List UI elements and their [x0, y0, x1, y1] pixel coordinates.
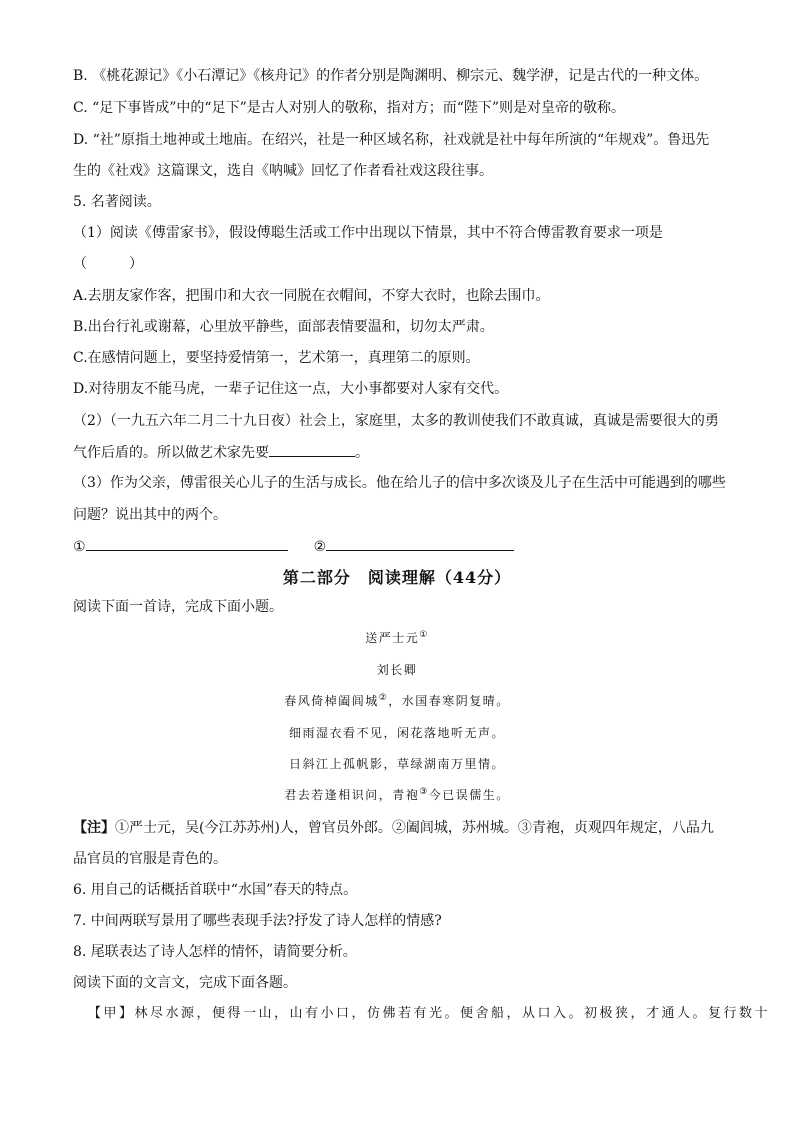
q4-option-c: C. “足下事皆成”中的“足下”是古人对别人的敬称，指对方；而“陛下”则是对皇帝的敬称。 [73, 100, 626, 116]
answer-blank-1[interactable] [86, 536, 288, 551]
poem-line-1 [0, 692, 794, 709]
answer-label-1: ① [73, 539, 86, 555]
question-8: 8. 尾联表达了诗人怎样的情怀，请简要分析。 [73, 944, 357, 960]
poem-author: 刘长卿 [376, 663, 418, 677]
q5-option-b: B.出台行礼或谢幕，心里放平静些，面部表情要温和，切勿太严肃。 [73, 319, 494, 335]
answer-label-2: ② [313, 539, 327, 555]
poem-line-3: 日斜江上孤帆影，草绿湖南万里情。 [288, 757, 505, 771]
q4-option-d-line1: D. “社”原指土地神或土地庙。在绍兴，社是一种区域名称，社戏就是社中每年所演的“年规戏”。鲁迅先 [73, 132, 710, 148]
classical-intro: 阅读下面的文言文，完成下面各题。 [73, 975, 297, 991]
question-7: 7. 中间两联写景用了哪些表现手法?抒发了诗人怎样的情感? [73, 913, 442, 929]
poem-line-1-a: 春风倚棹阖闾城 [284, 694, 379, 708]
q5-part2-period: 。 [355, 445, 369, 461]
q5-part1-stem: （1）阅读《傅雷家书》，假设傅聪生活或工作中出现以下情景，其中不符合傅雷教育要求一项是 [73, 225, 663, 241]
notes-label: 【注】 [73, 820, 115, 836]
poem-line-4-a: 君去若逢相识问，青袍 [284, 788, 420, 802]
notes-text-1: ①严士元，吴(今江苏苏州)人，曾官员外郎。②阖闾城，苏州城。③青袍，贞观四年规定，八品九 [115, 820, 714, 836]
poem-title [0, 629, 794, 646]
q5-part3-answers [73, 536, 514, 557]
notes-line-2: 品官员的官服是青色的。 [73, 851, 227, 867]
classical-passage-jia: 【甲】林尽水源，便得一山，山有小口，仿佛若有光。便舍船，从口入。初极狭，才通人。复行数十 [88, 1006, 771, 1021]
q4-option-b: B. 《桃花源记》《小石潭记》《核舟记》的作者分别是陶渊明、柳宗元、魏学洢，记是古代的一种文体。 [73, 68, 709, 84]
poem-line-4-note: ③ [419, 787, 429, 797]
poem-intro: 阅读下面一首诗，完成下面小题。 [73, 599, 283, 615]
q5-part2-answer-blank[interactable] [269, 442, 355, 457]
q5-title: 5. 名著阅读。 [73, 194, 161, 210]
poem-title-text: 送严士元 [365, 631, 420, 645]
q5-part3-line1: （3）作为父亲，傅雷很关心儿子的生活与成长。他在给儿子的信中多次谈及儿子在生活中可能遇到的哪些 [73, 475, 726, 491]
part2-heading: 第二部分 阅读理解（44分） [282, 568, 512, 587]
q5-part2-line1: （2）（一九五六年二月二十九日夜）社会上，家庭里，太多的教训使我们不敢真诚，真诚是需要很大的勇 [73, 413, 719, 429]
q5-option-a: A.去朋友家作客，把围巾和大衣一同脱在衣帽间，不穿大衣时，也除去围巾。 [73, 288, 550, 304]
q5-part2-line2 [73, 442, 369, 463]
poem-title-note: ① [419, 630, 429, 640]
q5-part3-line2: 问题？说出其中的两个。 [73, 507, 227, 523]
q5-part1-answer-paren: （ ） [73, 256, 143, 272]
poem-line-4 [0, 786, 794, 803]
q5-option-c: C.在感情问题上，要坚持爱情第一，艺术第一，真理第二的原则。 [73, 350, 480, 366]
poem-line-1-note: ② [378, 693, 389, 703]
notes-line-1 [73, 818, 714, 838]
q5-option-d: D.对待朋友不能马虎，一辈子记住这一点，大小事都要对人家有交代。 [73, 381, 509, 397]
q4-option-d-line2: 生的《社戏》这篇课文，选自《呐喊》回忆了作者看社戏这段往事。 [73, 163, 493, 179]
question-6: 6. 用自己的话概括首联中“水国”春天的特点。 [73, 882, 358, 898]
poem-line-2: 细雨湿衣看不见，闲花落地听无声。 [288, 726, 505, 740]
poem-line-1-b: ，水国春寒阴复晴。 [388, 694, 510, 708]
poem-line-4-b: 今已误儒生。 [428, 788, 510, 802]
q5-part2-text: 气作后盾的。所以做艺术家先要 [73, 445, 269, 461]
answer-blank-2[interactable] [326, 536, 514, 551]
